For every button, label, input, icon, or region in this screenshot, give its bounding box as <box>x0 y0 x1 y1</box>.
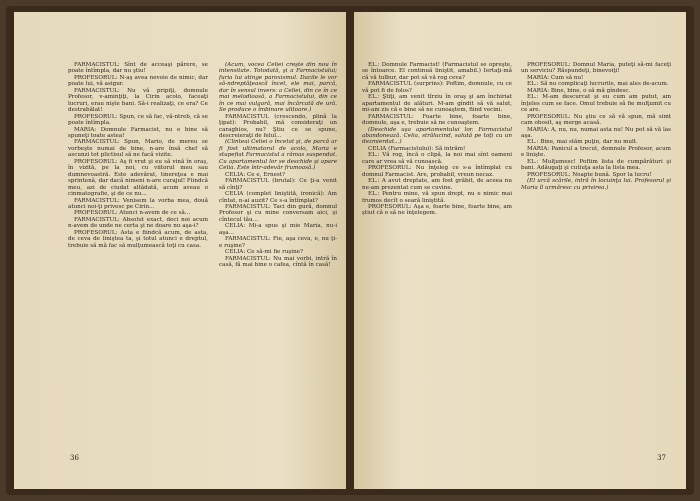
paragraph: FARMACISTUL: Foarte bine, foarte bine, domnule, aşa e, trebuie să ne cunoaştem. <box>362 113 512 127</box>
page-number-left: 36 <box>70 454 79 462</box>
paragraph: (Deschide uşa apartamentului lor. Farmacistul abandonează. Celia, strălucind, salută pe toţi cu un dezmierdat...) <box>362 126 512 146</box>
paragraph: EL.: A avut dreptate, am fost grăbit, de aceea nu ne-am prezentat cum se cuvine. <box>362 178 512 191</box>
paragraph: EL.: Bine, mai stăm puţin, dar nu mult. <box>527 139 638 146</box>
paragraph: EL.: M-am descurcat şi eu cum am putut, am înţeles cum se face. Omul trebuie să fie mulţumit cu ce are. <box>521 94 671 114</box>
left-page <box>14 12 346 489</box>
paragraph: CELIA (complet liniştită, ironică): Am cîntat, n-ai auzit? Ce s-a întîmplat? <box>219 191 337 204</box>
open-book <box>6 6 694 495</box>
paragraph: MARIA: Domnule Farmacist, nu e bine să spuneţi toate astea! <box>68 126 208 139</box>
paragraph: FARMACISTUL: Spun, Mario, de mereu se vorbeşte numai de bine, n-are însă chef să ascunzi tot plictisul să ne facă vizite. <box>68 139 208 159</box>
paragraph: (Acum, vocea Celiei creşte din nou în intensitate. Totodată, şi a Farmacistului; furia lui atinge paroxismul. Dacile le vor să-ndreptăţească încet, ele mai, parcă, dar în sensul invers: a Celiei, din ce în ce mai melodioasă, a Farmacistului, din ce în ce mai vulgară, mai încărcată de ură. Se produce o îmbinare ulitoare.) <box>219 62 337 114</box>
paragraph: MARIA: Cum să nu! <box>527 74 584 81</box>
paragraph: FARMACISTUL: Absolut exact, deci noi acum n-avem de unde ne certa şi ne doare nu aşa-i? <box>68 216 208 230</box>
paragraph: CELIA: Ce e, Ernest? <box>225 171 286 178</box>
right-page-column-2 <box>521 62 671 191</box>
paragraph: FARMACISTUL (surprins): Poftim, domnule, cu ce vă pot fi de folos? <box>362 81 512 94</box>
paragraph: FARMACISTUL: Sînt de acceaşi părere, se poate întîmpla, dar nu ştiu! <box>68 62 208 75</box>
left-page-column-2 <box>219 62 337 269</box>
paragraph: EL.: Ştiţi, am venit tîrziu în oraş şi am închiriat apartamentul de alături. M-am gîndit să vă salut, mi-am zis că e bine să ne cunoaştem, fiind vecini. <box>362 94 512 114</box>
right-page-column-1 <box>362 62 512 217</box>
paragraph: PROFESORUL: Asta e fiindcă acum, de asta, de ceva de liniştea ta, şi totul atunci e dreptul, trebuie să mă fac să mulţumească toţi cu casa. <box>68 229 208 249</box>
paragraph: CELIA: Ce să-mi fie ruşine? <box>225 249 303 256</box>
paragraph: FARMACISTUL: Venisem la vorba mea, două atunci noi-ţi privesc pe Cirin... <box>68 197 208 210</box>
paragraph: PROFESORUL: Atunci n-avem de ce să... <box>74 210 191 217</box>
paragraph: MARIA: A, nu, nu, numai asta nu! Nu pot să vă las aşa. <box>521 126 671 139</box>
paragraph: PROFESORUL: Noapte bună. Spor la lucru! <box>527 171 652 178</box>
paragraph: PROFESORUL: Spun, ce să fac, vă-ntreb, că se poate întîmpla. <box>68 113 208 127</box>
right-page <box>354 12 686 489</box>
paragraph: FARMACISTUL (crescendo, plină la ţipat): Probabil, mă consideraţi un caraghios, nu? Ştiu ce se spune, descreieraţi de felul... <box>219 113 337 139</box>
paragraph: (El urcă scările, intră în locuinţa lui. Profesorul şi Maria îl urmăresc cu privirea.) <box>521 178 671 191</box>
paragraph: EL.: Mulţumesc! Poftim lista de cumpărături şi bani. Adăugaţi şi cutiuţa asta la lista mea. <box>521 158 671 172</box>
left-page-column-1 <box>68 62 208 249</box>
paragraph: EL.: Pentru mine, vă spun drept, nu e nimic mai frumos decît o seară liniştită. <box>362 191 512 204</box>
paragraph: FARMACISTUL: Taci din gură, domnul Profesor şi cu mine conversam aici, şi cîntecul tău... <box>219 203 337 223</box>
paragraph: CELIA: Mi-a spus şi mie Maria, nu-i aşa... <box>219 223 337 236</box>
paragraph: PROFESORUL: N-aş avea nevoie de nimic, dar poate lui, vă asigur. <box>68 74 208 88</box>
paragraph: FARMACISTUL: Nu vă pripiţi, domnule Profesor, v-aminţiţi, la Cirin acolo, faceaţi lucruri, erau nişte bani. Să-i realizaţi, ce era? Ce destrabălat! <box>68 87 208 114</box>
paragraph: MARIA: Panicul a trecut, domnule Profesor, acum e linişte. <box>521 145 671 159</box>
paragraph: PROFESORUL: Nu ştiu ce să vă spun, mă simt cam obosit, aş merge acasă. <box>521 113 671 127</box>
paragraph: PROFESORUL: Aşa e, foarte bine, foarte bine, am ştiut că o să ne înţelegem. <box>362 203 512 217</box>
paragraph: PROFESORUL: Nu înţeleg ce s-a întîmplat cu domnul Farmacist. Are, probabil, vreun necaz. <box>362 165 512 178</box>
paragraph: (Clinteai Celiei o încetat şi, de parcă ar fi fost ultimatorul de acolo, Maria e stupefiat Farmacistul a rămas suspendat. Cu apartamentul lor se deschide şi apare Celia. Este într-adevăr frumoasă.) <box>219 139 337 172</box>
paragraph: CELIA (Farmacistului): Să intrăm! <box>368 145 466 152</box>
paragraph: PROFESORUL: Domnul Maria, puteţi să-mi faceţi un serviciu? Răspundeţi, binevoiţi! <box>521 62 671 75</box>
paragraph: PROFESORUL: Aş fi vrut şi eu să vină în oraş, în vizită, pe la noi, cu viitorul meu sau dumnevoastră. Este adevărat, tinereţea e mai sprintenă, dar dacă nimeni n-are curajul! Fiindcă meu, azi de ciudat altădată, acum aveau o cinmatografie, şi de ce nu... <box>68 158 208 198</box>
paragraph: MARIA: Bine, bine, o să mă gîndesc. <box>527 87 631 94</box>
paragraph: FARMACISTUL: Fie, aşa ceva, e, nu ţi-e ruşine? <box>219 236 337 249</box>
paragraph: EL.: Domnule Farmacist! (Farmacistul se opreşte, se întoarce. El continuă liniştit, amabil.) Iertaţi-mă că vă tulbur, dar pot să vă rog ceva? <box>362 62 512 81</box>
paragraph: EL.: Vă rog, încă o clipă, la noi mai sînt oameni care ar vrea să vă cunoască. <box>362 152 512 165</box>
paragraph: FARMACISTUL: Nu mai vorbi, intră în casă, fă mai bine o cafea, cîntă în casă! <box>219 255 337 269</box>
page-number-right: 37 <box>657 454 666 462</box>
paragraph: FARMACISTUL (brutal): Ce ţi-a venit să cînţi? <box>219 178 337 191</box>
paragraph: EL.: Să nu complicaţi lucrurile, mai ales de-acum. <box>527 81 669 88</box>
